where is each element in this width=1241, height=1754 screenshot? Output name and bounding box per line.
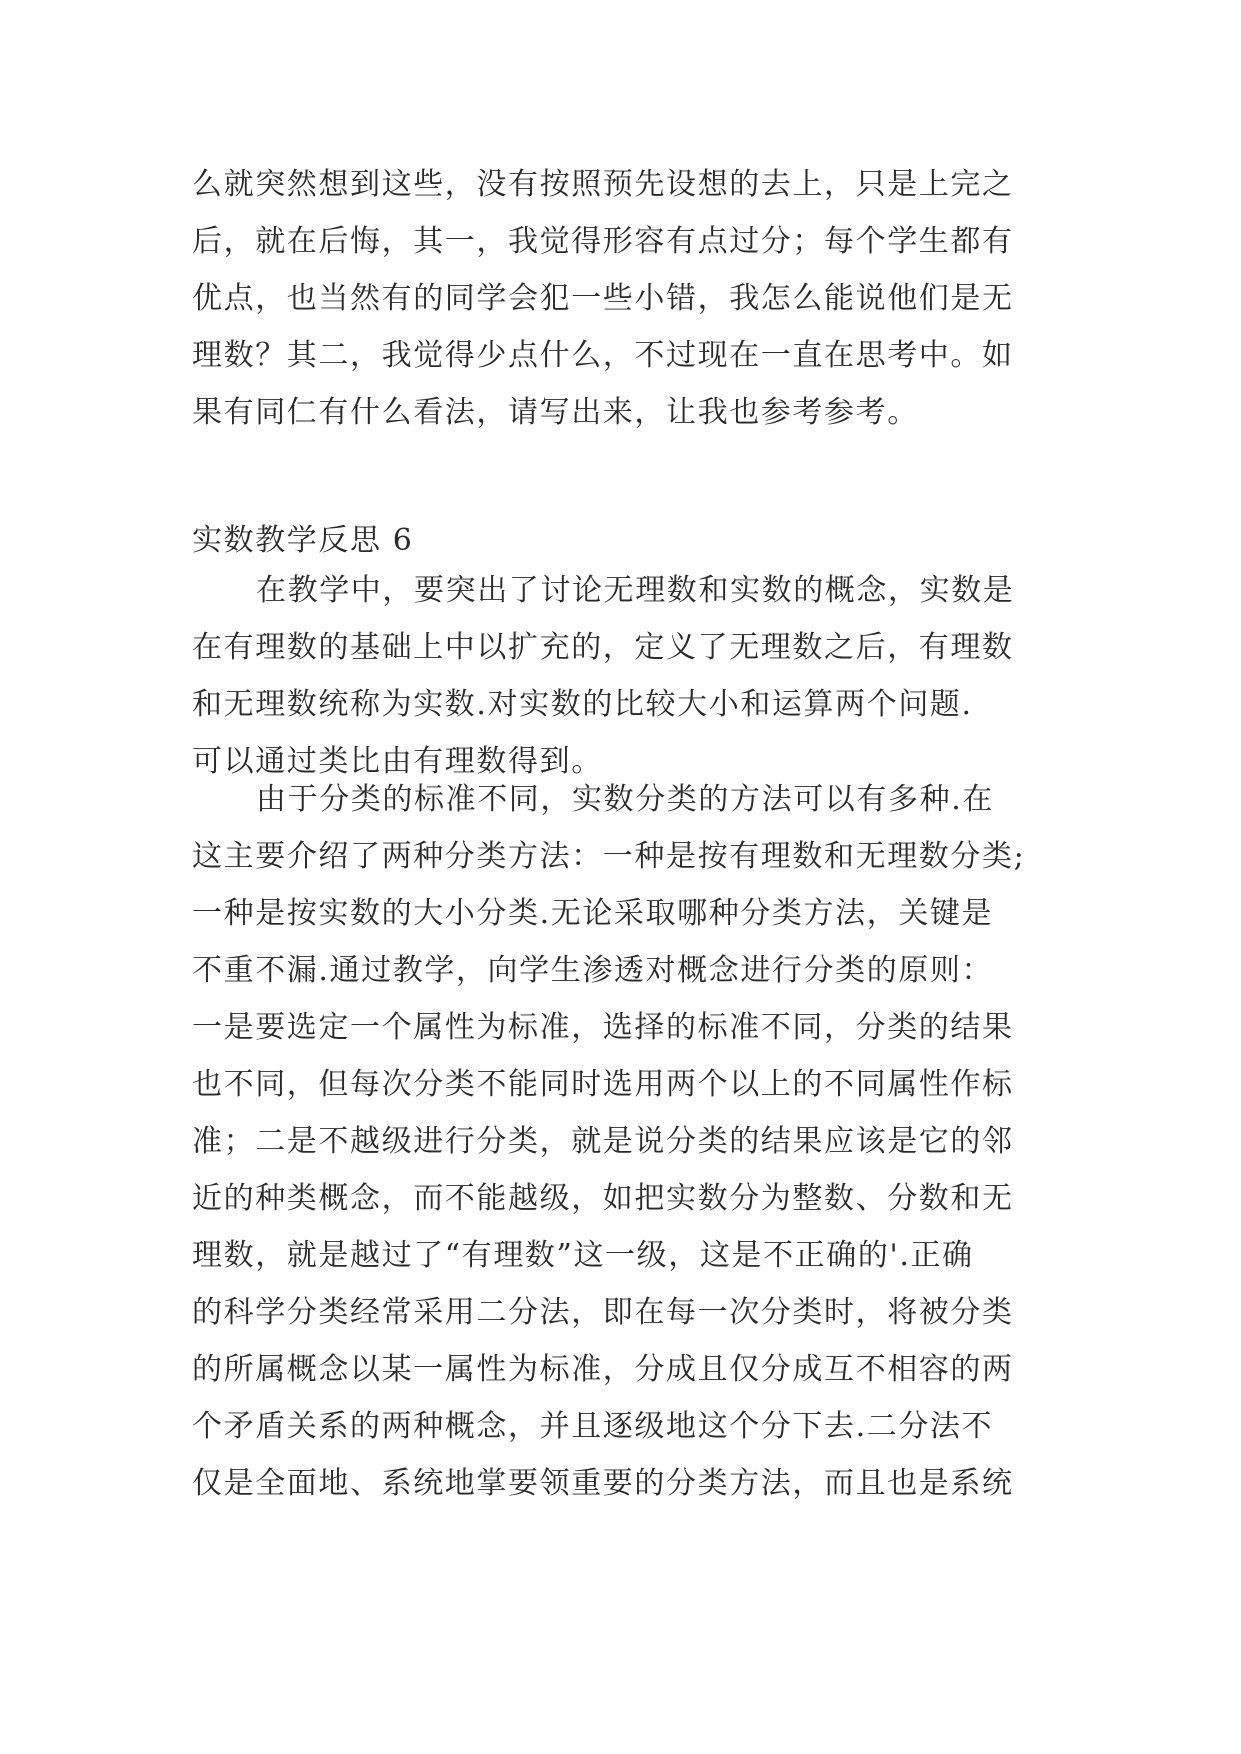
text-line: 可以通过类比由有理数得到。 (192, 744, 603, 779)
text-line: 个矛盾关系的两种概念，并且逐级地这个分下去.二分法不 (192, 1409, 994, 1444)
paragraph-intro (192, 562, 1062, 790)
text-line: 仅是全面地、系统地掌要领重要的分类方法，而且也是系统 (192, 1466, 1014, 1501)
text-line: 近的种类概念，而不能越级，如把实数分为整数、分数和无 (192, 1181, 1014, 1216)
text-line: 在有理数的基础上中以扩充的，定义了无理数之后，有理数 (192, 630, 1014, 665)
text-line: 优点，也当然有的同学会犯一些小错，我怎么能说他们是无 (192, 281, 1014, 316)
text-line: 由于分类的标准不同，实数分类的方法可以有多种.在 (256, 782, 994, 817)
text-line: 后，就在后悔，其一，我觉得形容有点过分；每个学生都有 (192, 224, 1014, 259)
text-line: 这主要介绍了两种分类方法：一种是按有理数和无理数分类; (192, 839, 1026, 874)
text-line: 不重不漏.通过教学，向学生渗透对概念进行分类的原则： (192, 953, 994, 988)
text-line: 果有同仁有什么看法，请写出来，让我也参考参考。 (192, 395, 919, 430)
text-line: 也不同，但每次分类不能同时选用两个以上的不同属性作标 (192, 1067, 1014, 1102)
paragraph-continued (192, 156, 1062, 441)
text-line: 理数？其二，我觉得少点什么，不过现在一直在思考中。如 (192, 338, 1014, 373)
text-line: 理数，就是越过了“有理数”这一级，这是不正确的'.正确 (192, 1238, 974, 1273)
text-line: 么就突然想到这些，没有按照预先设想的去上，只是上完之 (192, 167, 1014, 202)
text-line: 一是要选定一个属性为标准，选择的标准不同，分类的结果 (192, 1010, 1014, 1045)
text-line: 在教学中，要突出了讨论无理数和实数的概念，实数是 (256, 573, 1015, 608)
text-line: 的科学分类经常采用二分法，即在每一次分类时，将被分类 (192, 1295, 1014, 1330)
text-line: 一种是按实数的大小分类.无论采取哪种分类方法，关键是 (192, 896, 994, 931)
section-heading-block (192, 512, 1062, 569)
section-heading: 实数教学反思 6 (192, 523, 414, 558)
paragraph-classification (192, 771, 1062, 1512)
text-line: 准；二是不越级进行分类，就是说分类的结果应该是它的邻 (192, 1124, 1014, 1159)
text-line: 的所属概念以某一属性为标准，分成且仅分成互不相容的两 (192, 1352, 1014, 1387)
text-line: 和无理数统称为实数.对实数的比较大小和运算两个问题. (192, 687, 973, 722)
